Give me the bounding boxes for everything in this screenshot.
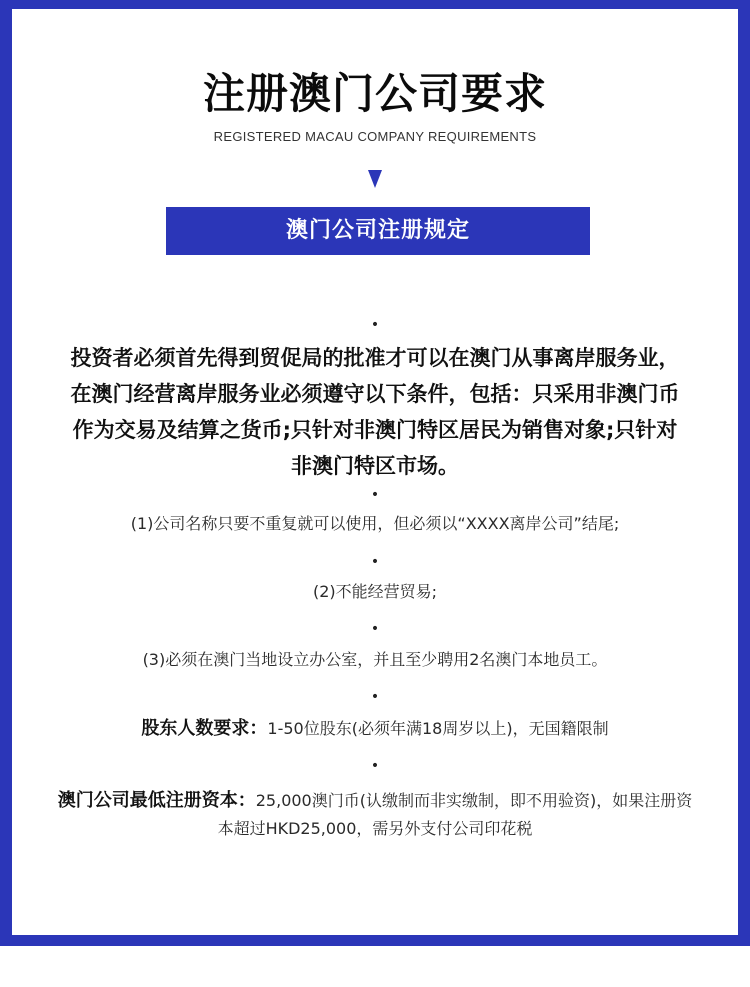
bullet-dot: • [370,317,380,333]
intro-paragraph: 投资者必须首先得到贸促局的批准才可以在澳门从事离岸服务业，在澳门经营离岸服务业必须遵守以下条件，包括：只采用非澳门币作为交易及结算之货币;只针对非澳门特区居民为销售对象;只针对非澳门特区市场。 [70,346,680,478]
bullet-dot: • [370,487,380,503]
section-banner: 澳门公司注册规定 [166,207,590,255]
shareholder-text: 1-50位股东(必须年满18周岁以上)，无国籍限制 [267,719,609,738]
rule-item-3: (3)必须在澳门当地设立办公室，并且至少聘用2名澳门本地员工。 [142,650,608,669]
bullet-dot: • [370,758,380,774]
bullet-dot: • [370,554,380,570]
capital-requirement [55,787,695,843]
bullet-dot: • [370,689,380,705]
page-title: 注册澳门公司要求 [202,69,547,118]
capital-text: 25,000澳门币(认缴制而非实缴制，即不用验资)，如果注册资本超过HKD25,000，需另外支付公司印花税 [217,791,693,838]
shareholder-label: 股东人数要求： [141,718,268,739]
page-subtitle: REGISTERED MACAU COMPANY REQUIREMENTS [213,129,537,144]
capital-label: 澳门公司最低注册资本： [57,790,256,811]
down-arrow-icon [368,170,382,188]
shareholder-requirement [30,717,720,741]
bullet-dot: • [370,621,380,637]
rule-item-2: (2)不能经营贸易; [312,582,438,601]
rule-item-1: (1)公司名称只要不重复就可以使用，但必须以“XXXX离岸公司”结尾; [130,514,620,533]
